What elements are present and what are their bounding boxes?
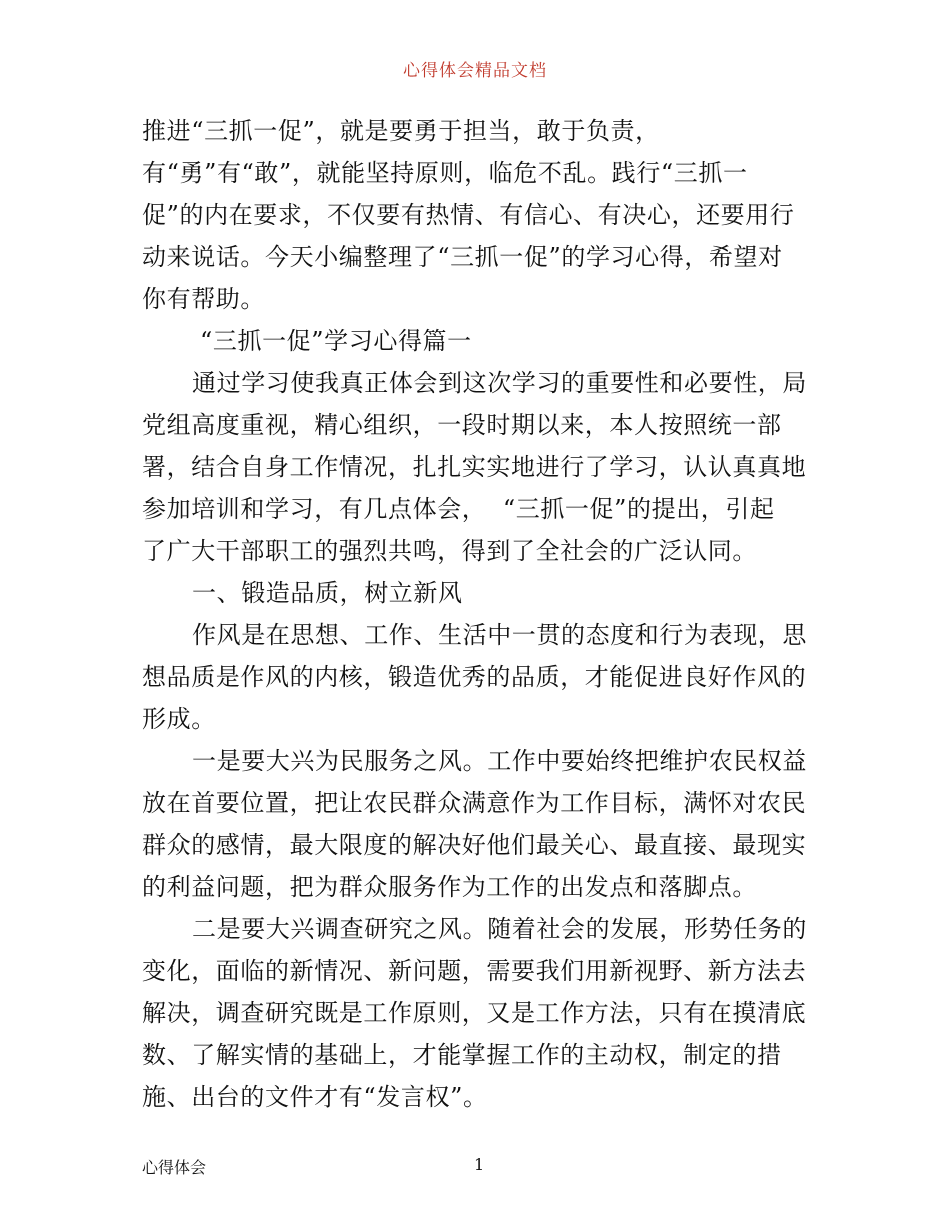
page-number: 1 [474,1155,485,1174]
text-line: 党组高度重视，精心组织，一段时期以来，本人按照统一部 [142,411,782,439]
text-line: 施、出台的文件才有“发言权”。 [142,1083,488,1111]
text-line: 了广大干部职工的强烈共鸣，得到了全社会的广泛认同。 [142,537,757,565]
text-line: 作风是在思想、工作、生活中一贯的态度和行为表现，思 [192,621,807,649]
text-line: 有“勇”有“敢”，就能坚持原则，临危不乱。践行“三抓一 [142,159,748,187]
text-line: 变化，面临的新情况、新问题，需要我们用新视野、新方法去 [142,957,807,985]
text-line: 署，结合自身工作情况，扎扎实实地进行了学习，认认真真地 [142,453,807,481]
document-body [142,110,814,1118]
subheading: 一、锻造品质，树立新风 [192,579,463,607]
text-line: 一是要大兴为民服务之风。工作中要始终把维护农民权益 [192,747,807,775]
text-line: 群众的感情，最大限度的解决好他们最关心、最直接、最现实 [142,831,807,859]
text-line: 动来说话。今天小编整理了“三抓一促”的学习心得，希望对 [142,243,783,271]
text-line: 参加培训和学习，有几点体会， “三抓一促”的提出，引起 [142,495,775,523]
text-line: 你有帮助。 [142,285,265,313]
text-line: 解决，调查研究既是工作原则，又是工作方法，只有在摸清底 [142,999,807,1027]
text-line: 数、了解实情的基础上，才能掌握工作的主动权，制定的措 [142,1041,782,1069]
section-title: “三抓一促”学习心得篇一 [200,327,472,355]
text-line: 形成。 [142,705,216,733]
text-line: 推进“三抓一促”，就是要勇于担当，敢于负责， [142,117,660,145]
text-line: 通过学习使我真正体会到这次学习的重要性和必要性，局 [192,369,807,397]
page-footer [142,1155,814,1179]
text-line: 促”的内在要求，不仅要有热情、有信心、有决心，还要用行 [142,201,795,229]
text-line: 的利益问题，把为群众服务作为工作的出发点和落脚点。 [142,873,757,901]
footer-label: 心得体会 [142,1158,207,1177]
text-line: 想品质是作风的内核，锻造优秀的品质，才能促进良好作风的 [142,663,807,691]
text-line: 放在首要位置，把让农民群众满意作为工作目标，满怀对农民 [142,789,807,817]
text-line: 二是要大兴调查研究之风。随着社会的发展，形势任务的 [192,915,807,943]
page-header-title: 心得体会精品文档 [403,61,547,81]
